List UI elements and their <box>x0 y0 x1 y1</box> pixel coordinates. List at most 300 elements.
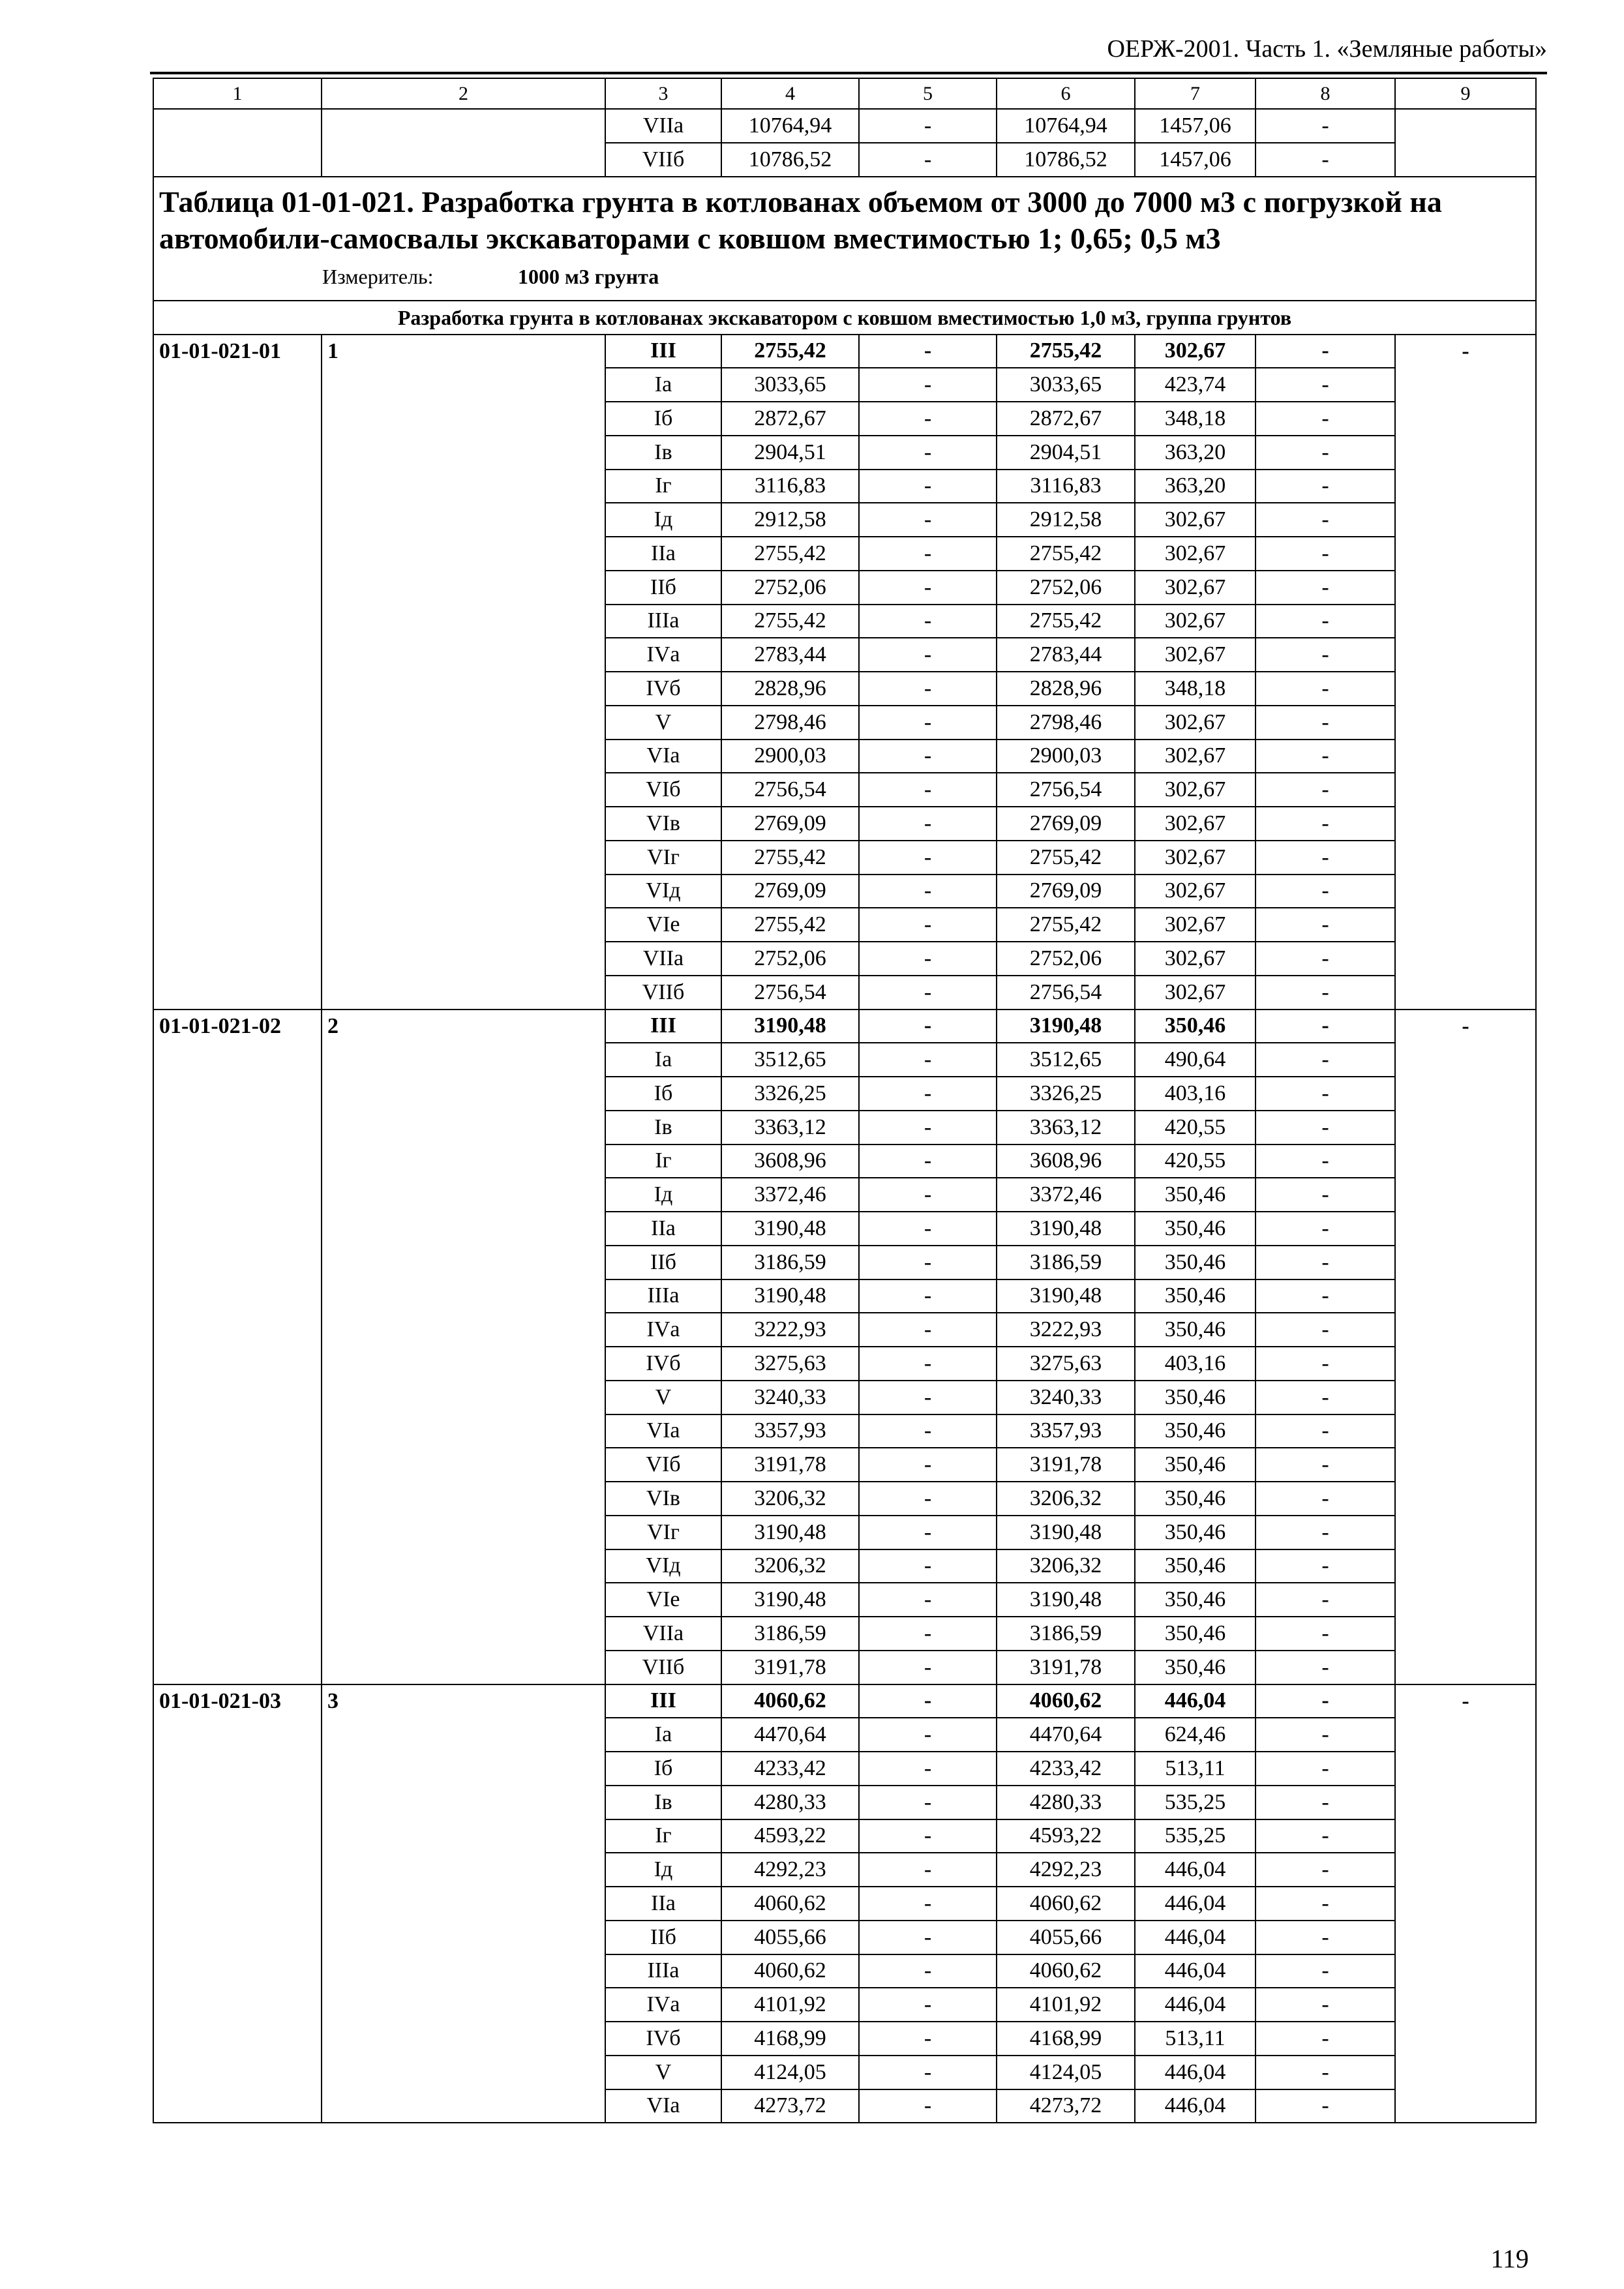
value-cell: 350,46 <box>1135 1212 1256 1246</box>
value-cell: 350,46 <box>1135 1617 1256 1651</box>
soil-group-cell: VIг <box>605 1516 721 1549</box>
soil-group-cell: V <box>605 1381 721 1414</box>
value-cell: - <box>1256 1583 1395 1617</box>
column-number: 2 <box>322 78 605 109</box>
table-row <box>153 109 1536 143</box>
value-cell: 3206,32 <box>997 1549 1135 1583</box>
soil-group-cell: IIа <box>605 1887 721 1921</box>
table-subtitle: Разработка грунта в котлованах экскаватором с ковшом вместимостью 1,0 м3, группа грунтов <box>153 301 1536 335</box>
value-cell: - <box>859 1921 997 1954</box>
value-cell: 3363,12 <box>721 1111 859 1144</box>
value-cell: 4470,64 <box>997 1718 1135 1752</box>
value-cell: 3372,46 <box>997 1178 1135 1212</box>
value-cell: 2912,58 <box>721 503 859 537</box>
value-cell: - <box>1256 2056 1395 2089</box>
value-cell: - <box>1256 470 1395 503</box>
value-cell: - <box>859 1178 997 1212</box>
value-cell: 2752,06 <box>997 571 1135 605</box>
value-cell: - <box>1256 2089 1395 2123</box>
value-cell: - <box>859 537 997 571</box>
value-cell: 624,46 <box>1135 1718 1256 1752</box>
value-cell: - <box>1256 1313 1395 1347</box>
value-cell: - <box>1256 1414 1395 1448</box>
value-cell: - <box>1256 1381 1395 1414</box>
value-cell: 350,46 <box>1135 1313 1256 1347</box>
soil-group-cell: IIIа <box>605 1279 721 1313</box>
value-cell: 4273,72 <box>997 2089 1135 2123</box>
value-cell: 3190,48 <box>997 1516 1135 1549</box>
soil-group-cell: VIIб <box>605 143 721 177</box>
soil-group-cell: IIIа <box>605 605 721 638</box>
value-cell: 3191,78 <box>721 1651 859 1684</box>
value-cell: 3186,59 <box>997 1617 1135 1651</box>
soil-group-cell: IIб <box>605 571 721 605</box>
value-cell: 3206,32 <box>721 1549 859 1583</box>
value-cell: 348,18 <box>1135 402 1256 436</box>
soil-group-cell: IIб <box>605 1921 721 1954</box>
value-cell: - <box>859 1583 997 1617</box>
value-cell: - <box>859 841 997 875</box>
value-cell: 3372,46 <box>721 1178 859 1212</box>
value-cell: 513,11 <box>1135 2022 1256 2056</box>
value-cell: 3116,83 <box>721 470 859 503</box>
value-cell: 3186,59 <box>997 1246 1135 1279</box>
value-cell: 4101,92 <box>721 1988 859 2022</box>
value-cell: - <box>1256 807 1395 841</box>
code-cell: 01-01-021-01 <box>153 335 322 1010</box>
value-cell: 446,04 <box>1135 1853 1256 1887</box>
value-cell: 2828,96 <box>997 672 1135 706</box>
value-cell: 2872,67 <box>997 402 1135 436</box>
value-cell: - <box>859 1482 997 1516</box>
soil-group-cell: VIе <box>605 908 721 942</box>
soil-group-cell: V <box>605 706 721 740</box>
column-number: 5 <box>859 78 997 109</box>
value-cell: - <box>1256 503 1395 537</box>
table-title: Таблица 01-01-021. Разработка грунта в котлованах объемом от 3000 до 7000 м3 с погрузкой на автомобили-самосвалы экскаваторами с ковшом вместимостью 1; 0,65; 0,5 м3 <box>159 185 1442 255</box>
value-cell: - <box>1256 1279 1395 1313</box>
value-cell: 2752,06 <box>721 942 859 976</box>
value-cell: 4060,62 <box>721 1954 859 1988</box>
code-cell: 01-01-021-02 <box>153 1010 322 1684</box>
value-cell: 2756,54 <box>721 773 859 807</box>
value-cell: 2756,54 <box>721 976 859 1010</box>
value-cell: 3116,83 <box>997 470 1135 503</box>
soil-group-cell: VIд <box>605 875 721 908</box>
value-cell: 302,67 <box>1135 976 1256 1010</box>
value-cell: 2755,42 <box>721 605 859 638</box>
soil-group-cell: Iа <box>605 368 721 402</box>
value-cell: - <box>859 706 997 740</box>
value-cell: - <box>859 1988 997 2022</box>
value-cell: 350,46 <box>1135 1549 1256 1583</box>
value-cell: - <box>859 638 997 672</box>
value-cell: 2828,96 <box>721 672 859 706</box>
value-cell: 350,46 <box>1135 1414 1256 1448</box>
value-cell: - <box>859 1448 997 1482</box>
value-cell: - <box>1256 1347 1395 1381</box>
running-header: ОЕРЖ-2001. Часть 1. «Земляные работы» <box>1107 35 1547 63</box>
table-row <box>153 1010 1536 1043</box>
value-cell: - <box>859 976 997 1010</box>
soil-group-cell: VIIа <box>605 1617 721 1651</box>
value-cell: 4060,62 <box>997 1887 1135 1921</box>
value-cell: 3222,93 <box>721 1313 859 1347</box>
value-cell: 446,04 <box>1135 2089 1256 2123</box>
value-cell: 4168,99 <box>721 2022 859 2056</box>
value-cell: 1457,06 <box>1135 143 1256 177</box>
value-cell: 4233,42 <box>721 1752 859 1786</box>
column-number: 9 <box>1395 78 1536 109</box>
value-cell: 2752,06 <box>721 571 859 605</box>
table-title-row <box>153 177 1536 301</box>
value-cell: - <box>859 109 997 143</box>
soil-group-cell: IVб <box>605 672 721 706</box>
value-cell: 4124,05 <box>721 2056 859 2089</box>
value-cell: - <box>1256 1246 1395 1279</box>
value-cell: - <box>1256 875 1395 908</box>
value-cell: - <box>859 1381 997 1414</box>
value-cell: - <box>1256 537 1395 571</box>
value-cell: - <box>1256 335 1395 368</box>
value-cell: - <box>1256 1111 1395 1144</box>
soil-group-cell: IIIа <box>605 1954 721 1988</box>
value-cell: 4233,42 <box>997 1752 1135 1786</box>
value-cell <box>1395 109 1536 177</box>
value-cell: - <box>1256 436 1395 470</box>
value-cell: 446,04 <box>1135 1954 1256 1988</box>
code-cell: 01-01-021-03 <box>153 1684 322 2123</box>
value-cell: - <box>1256 368 1395 402</box>
value-cell: - <box>859 672 997 706</box>
column-number: 1 <box>153 78 322 109</box>
value-cell: 3190,48 <box>721 1010 859 1043</box>
soil-group-cell: IIа <box>605 537 721 571</box>
value-cell: 2755,42 <box>721 335 859 368</box>
value-cell: - <box>859 740 997 773</box>
value-cell: - <box>1256 773 1395 807</box>
soil-group-cell: VIд <box>605 1549 721 1583</box>
value-cell: 403,16 <box>1135 1347 1256 1381</box>
value-cell: 302,67 <box>1135 706 1256 740</box>
value-cell: - <box>1256 1752 1395 1786</box>
value-cell: - <box>1256 1448 1395 1482</box>
value-cell: - <box>859 571 997 605</box>
value-cell: 446,04 <box>1135 2056 1256 2089</box>
num-cell: 3 <box>322 1684 605 2123</box>
value-cell: 3191,78 <box>721 1448 859 1482</box>
value-cell: - <box>859 143 997 177</box>
value-cell: 302,67 <box>1135 841 1256 875</box>
value-cell: - <box>1256 706 1395 740</box>
value-cell: 302,67 <box>1135 605 1256 638</box>
value-cell: 2755,42 <box>721 537 859 571</box>
value-cell: 446,04 <box>1135 1887 1256 1921</box>
value-cell: 2783,44 <box>997 638 1135 672</box>
value-cell: 302,67 <box>1135 638 1256 672</box>
value-cell: 3240,33 <box>721 1381 859 1414</box>
soil-group-cell: III <box>605 335 721 368</box>
value-cell: 2912,58 <box>997 503 1135 537</box>
soil-group-cell: VIIа <box>605 109 721 143</box>
value-cell: - <box>859 1313 997 1347</box>
value-cell: - <box>1256 1178 1395 1212</box>
column-number: 7 <box>1135 78 1256 109</box>
value-cell: 3190,48 <box>997 1212 1135 1246</box>
value-cell: 350,46 <box>1135 1651 1256 1684</box>
value-cell: 4292,23 <box>721 1853 859 1887</box>
value-cell: 10786,52 <box>721 143 859 177</box>
column-number-row <box>153 78 1536 109</box>
value-cell: 363,20 <box>1135 470 1256 503</box>
value-cell: 350,46 <box>1135 1178 1256 1212</box>
value-cell: - <box>859 1077 997 1111</box>
value-cell: 2798,46 <box>721 706 859 740</box>
value-cell: 4280,33 <box>997 1786 1135 1819</box>
value-cell: 2769,09 <box>997 807 1135 841</box>
soil-group-cell: Iд <box>605 1178 721 1212</box>
value-cell: - <box>1395 335 1536 1010</box>
soil-group-cell: IVа <box>605 1988 721 2022</box>
value-cell: - <box>859 1684 997 1718</box>
value-cell: 4060,62 <box>997 1684 1135 1718</box>
value-cell: 3512,65 <box>997 1043 1135 1077</box>
column-number: 4 <box>721 78 859 109</box>
value-cell: 446,04 <box>1135 1684 1256 1718</box>
value-cell: - <box>859 908 997 942</box>
value-cell: - <box>1256 1077 1395 1111</box>
value-cell: 3190,48 <box>997 1010 1135 1043</box>
soil-group-cell: VIб <box>605 1448 721 1482</box>
soil-group-cell: Iв <box>605 1786 721 1819</box>
value-cell: - <box>1256 740 1395 773</box>
value-cell: 363,20 <box>1135 436 1256 470</box>
value-cell: 302,67 <box>1135 807 1256 841</box>
value-cell: - <box>859 1516 997 1549</box>
value-cell: - <box>1256 1482 1395 1516</box>
value-cell: 3033,65 <box>721 368 859 402</box>
rates-table <box>153 78 1537 2123</box>
value-cell: - <box>859 2089 997 2123</box>
value-cell: 302,67 <box>1135 908 1256 942</box>
column-number: 8 <box>1256 78 1395 109</box>
value-cell: - <box>859 1549 997 1583</box>
value-cell: 302,67 <box>1135 571 1256 605</box>
value-cell: 3608,96 <box>721 1144 859 1178</box>
soil-group-cell: VIIа <box>605 942 721 976</box>
value-cell: 3357,93 <box>997 1414 1135 1448</box>
value-cell: 2904,51 <box>997 436 1135 470</box>
value-cell: 3190,48 <box>997 1279 1135 1313</box>
value-cell: - <box>1256 1718 1395 1752</box>
soil-group-cell: Iа <box>605 1718 721 1752</box>
value-cell: - <box>859 402 997 436</box>
soil-group-cell: Iб <box>605 402 721 436</box>
num-cell <box>322 109 605 177</box>
value-cell: - <box>859 1279 997 1313</box>
value-cell: - <box>859 2022 997 2056</box>
value-cell: 2755,42 <box>997 908 1135 942</box>
value-cell: 3512,65 <box>721 1043 859 1077</box>
measure-unit: 1000 м3 грунта <box>518 264 659 288</box>
value-cell: 2752,06 <box>997 942 1135 976</box>
value-cell: - <box>859 1144 997 1178</box>
value-cell: 350,46 <box>1135 1246 1256 1279</box>
value-cell: 2798,46 <box>997 706 1135 740</box>
value-cell: 3206,32 <box>997 1482 1135 1516</box>
value-cell: - <box>859 1718 997 1752</box>
soil-group-cell: IVа <box>605 638 721 672</box>
value-cell: - <box>1256 1651 1395 1684</box>
soil-group-cell: VIIб <box>605 976 721 1010</box>
value-cell: 4593,22 <box>997 1819 1135 1853</box>
header-rule <box>150 72 1547 74</box>
soil-group-cell: IVб <box>605 2022 721 2056</box>
value-cell: - <box>859 807 997 841</box>
value-cell: - <box>859 2056 997 2089</box>
value-cell: - <box>1256 1954 1395 1988</box>
value-cell: 350,46 <box>1135 1279 1256 1313</box>
value-cell: 490,64 <box>1135 1043 1256 1077</box>
soil-group-cell: Iв <box>605 1111 721 1144</box>
value-cell: - <box>859 1111 997 1144</box>
value-cell: 2756,54 <box>997 773 1135 807</box>
table-subtitle-row <box>153 301 1536 335</box>
value-cell: 350,46 <box>1135 1583 1256 1617</box>
soil-group-cell: VIб <box>605 773 721 807</box>
value-cell: - <box>859 942 997 976</box>
value-cell: 2755,42 <box>721 908 859 942</box>
value-cell: - <box>1395 1684 1536 2123</box>
value-cell: - <box>859 1347 997 1381</box>
num-cell: 2 <box>322 1010 605 1684</box>
value-cell: 302,67 <box>1135 537 1256 571</box>
value-cell: - <box>1256 1921 1395 1954</box>
value-cell: 302,67 <box>1135 335 1256 368</box>
value-cell: 4124,05 <box>997 2056 1135 2089</box>
value-cell: 302,67 <box>1135 740 1256 773</box>
soil-group-cell: Iа <box>605 1043 721 1077</box>
soil-group-cell: VIв <box>605 807 721 841</box>
value-cell: 2900,03 <box>721 740 859 773</box>
value-cell: 3190,48 <box>997 1583 1135 1617</box>
value-cell: 3190,48 <box>721 1583 859 1617</box>
value-cell: - <box>859 1246 997 1279</box>
value-cell: - <box>859 1853 997 1887</box>
value-cell: 2755,42 <box>997 537 1135 571</box>
value-cell: 535,25 <box>1135 1819 1256 1853</box>
value-cell: 2755,42 <box>997 335 1135 368</box>
value-cell: 420,55 <box>1135 1111 1256 1144</box>
value-cell: - <box>859 1414 997 1448</box>
table-row <box>153 1684 1536 1718</box>
value-cell: 3190,48 <box>721 1279 859 1313</box>
value-cell: 2783,44 <box>721 638 859 672</box>
value-cell: - <box>1256 1819 1395 1853</box>
value-cell: - <box>859 1786 997 1819</box>
value-cell: - <box>859 503 997 537</box>
value-cell: - <box>1256 841 1395 875</box>
value-cell: 423,74 <box>1135 368 1256 402</box>
value-cell: - <box>859 1043 997 1077</box>
value-cell: 2755,42 <box>997 605 1135 638</box>
value-cell: - <box>1256 605 1395 638</box>
value-cell: 4060,62 <box>721 1684 859 1718</box>
value-cell: - <box>1256 1212 1395 1246</box>
value-cell: 302,67 <box>1135 503 1256 537</box>
value-cell: - <box>859 1651 997 1684</box>
value-cell: 4060,62 <box>721 1887 859 1921</box>
value-cell: - <box>1395 1010 1536 1684</box>
value-cell: 3240,33 <box>997 1381 1135 1414</box>
value-cell: 4280,33 <box>721 1786 859 1819</box>
value-cell: 302,67 <box>1135 875 1256 908</box>
value-cell: 3033,65 <box>997 368 1135 402</box>
value-cell: 3326,25 <box>997 1077 1135 1111</box>
value-cell: - <box>859 1212 997 1246</box>
value-cell: - <box>859 1819 997 1853</box>
soil-group-cell: VIа <box>605 740 721 773</box>
soil-group-cell: Iб <box>605 1752 721 1786</box>
soil-group-cell: Iв <box>605 436 721 470</box>
value-cell: 2755,42 <box>721 841 859 875</box>
soil-group-cell: IIа <box>605 1212 721 1246</box>
value-cell: 2769,09 <box>997 875 1135 908</box>
value-cell: 3363,12 <box>997 1111 1135 1144</box>
soil-group-cell: III <box>605 1010 721 1043</box>
value-cell: - <box>1256 1010 1395 1043</box>
value-cell: 2904,51 <box>721 436 859 470</box>
value-cell: - <box>859 1752 997 1786</box>
measure-label: Измеритель: <box>322 264 434 288</box>
value-cell: - <box>1256 1853 1395 1887</box>
value-cell: 4470,64 <box>721 1718 859 1752</box>
value-cell: 4101,92 <box>997 1988 1135 2022</box>
value-cell: - <box>1256 402 1395 436</box>
value-cell: - <box>1256 1549 1395 1583</box>
value-cell: 420,55 <box>1135 1144 1256 1178</box>
soil-group-cell: V <box>605 2056 721 2089</box>
value-cell: - <box>1256 942 1395 976</box>
value-cell: - <box>859 875 997 908</box>
value-cell: 2755,42 <box>997 841 1135 875</box>
table-title-cell <box>153 177 1536 301</box>
soil-group-cell: Iб <box>605 1077 721 1111</box>
soil-group-cell: VIг <box>605 841 721 875</box>
soil-group-cell: III <box>605 1684 721 1718</box>
value-cell: 10764,94 <box>997 109 1135 143</box>
value-cell: - <box>859 335 997 368</box>
value-cell: - <box>1256 638 1395 672</box>
value-cell: 1457,06 <box>1135 109 1256 143</box>
measure-line <box>159 266 1529 287</box>
value-cell: - <box>1256 2022 1395 2056</box>
value-cell: 2900,03 <box>997 740 1135 773</box>
value-cell: 4273,72 <box>721 2089 859 2123</box>
soil-group-cell: IIб <box>605 1246 721 1279</box>
value-cell: 2872,67 <box>721 402 859 436</box>
value-cell: 302,67 <box>1135 942 1256 976</box>
soil-group-cell: Iд <box>605 503 721 537</box>
value-cell: 4168,99 <box>997 2022 1135 2056</box>
value-cell: - <box>1256 143 1395 177</box>
soil-group-cell: Iг <box>605 1819 721 1853</box>
soil-group-cell: VIа <box>605 2089 721 2123</box>
soil-group-cell: VIе <box>605 1583 721 1617</box>
value-cell: 350,46 <box>1135 1482 1256 1516</box>
soil-group-cell: VIIб <box>605 1651 721 1684</box>
value-cell: - <box>1256 1617 1395 1651</box>
